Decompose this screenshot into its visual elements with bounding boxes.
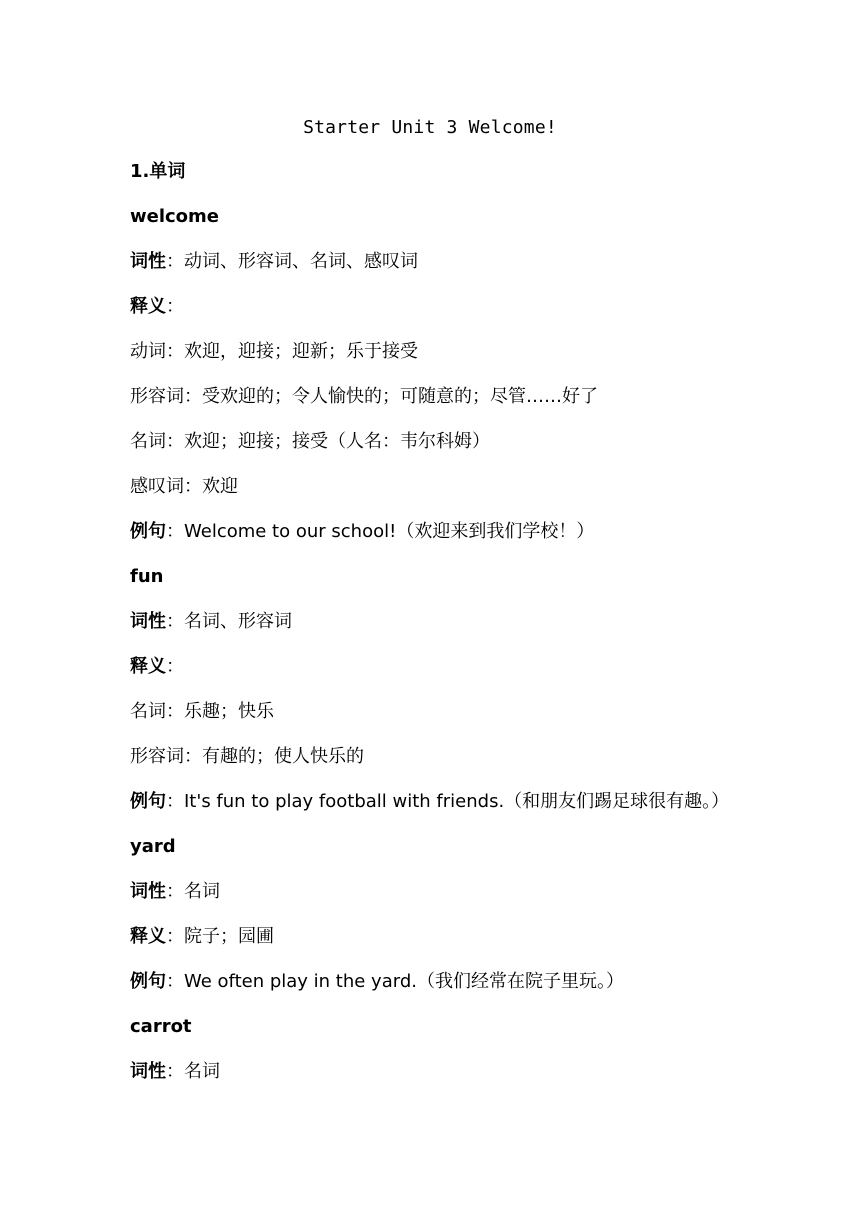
meaning-label: 释义	[130, 296, 166, 317]
example-value: It's fun to play football with friends.（和朋友们踢足球很有趣。）	[184, 791, 730, 812]
entry-word-carrot: carrot	[130, 1016, 192, 1037]
pos-label: 词性	[130, 251, 166, 272]
entry-pos-fun	[130, 610, 292, 634]
entry-meaning-label-welcome	[130, 295, 184, 319]
colon: ：	[166, 926, 184, 947]
entry-word-welcome: welcome	[130, 206, 220, 227]
entry-example-fun	[130, 790, 729, 814]
meaning-line: 形容词：有趣的；使人快乐的	[130, 746, 364, 767]
meaning-line: 感叹词：欢迎	[130, 476, 238, 497]
pos-label: 词性	[130, 1061, 166, 1082]
meaning-line: 形容词：受欢迎的；令人愉快的；可随意的；尽管……好了	[130, 386, 598, 407]
entry-meaning-yard	[130, 925, 274, 949]
document-title: Starter Unit 3 Welcome!	[303, 117, 557, 138]
section-number: 1.	[130, 161, 150, 182]
example-value: Welcome to our school!（欢迎来到我们学校！）	[184, 521, 595, 542]
entry-example-welcome	[130, 520, 594, 544]
entry-meaning-label-fun	[130, 655, 184, 679]
colon: ：	[166, 881, 184, 902]
colon: ：	[166, 296, 184, 317]
pos-value: 名词、形容词	[184, 611, 292, 632]
colon: ：	[166, 251, 184, 272]
entry-pos-yard	[130, 880, 220, 904]
example-label: 例句	[130, 971, 166, 992]
pos-value: 动词、形容词、名词、感叹词	[184, 251, 418, 272]
pos-label: 词性	[130, 881, 166, 902]
meaning-label: 释义	[130, 656, 166, 677]
colon: ：	[166, 656, 184, 677]
pos-value: 名词	[184, 1061, 220, 1082]
meaning-label: 释义	[130, 926, 166, 947]
meaning-line: 名词：欢迎；迎接；接受（人名：韦尔科姆）	[130, 431, 490, 452]
section-heading-text: 单词	[149, 161, 186, 182]
example-label: 例句	[130, 521, 166, 542]
example-label: 例句	[130, 791, 166, 812]
entry-pos-carrot	[130, 1060, 220, 1084]
colon: ：	[166, 1061, 184, 1082]
meaning-value: 院子；园圃	[184, 926, 274, 947]
entry-example-yard	[130, 970, 624, 994]
meaning-line: 名词：乐趣；快乐	[130, 701, 274, 722]
entry-word-yard: yard	[130, 836, 176, 857]
colon: ：	[166, 791, 184, 812]
colon: ：	[166, 971, 184, 992]
pos-label: 词性	[130, 611, 166, 632]
meaning-line: 动词：欢迎，迎接；迎新；乐于接受	[130, 341, 418, 362]
section-heading	[130, 160, 185, 184]
colon: ：	[166, 611, 184, 632]
entry-word-fun: fun	[130, 566, 164, 587]
entry-pos-welcome	[130, 250, 418, 274]
pos-value: 名词	[184, 881, 220, 902]
colon: ：	[166, 521, 184, 542]
example-value: We often play in the yard.（我们经常在院子里玩。）	[184, 971, 624, 992]
